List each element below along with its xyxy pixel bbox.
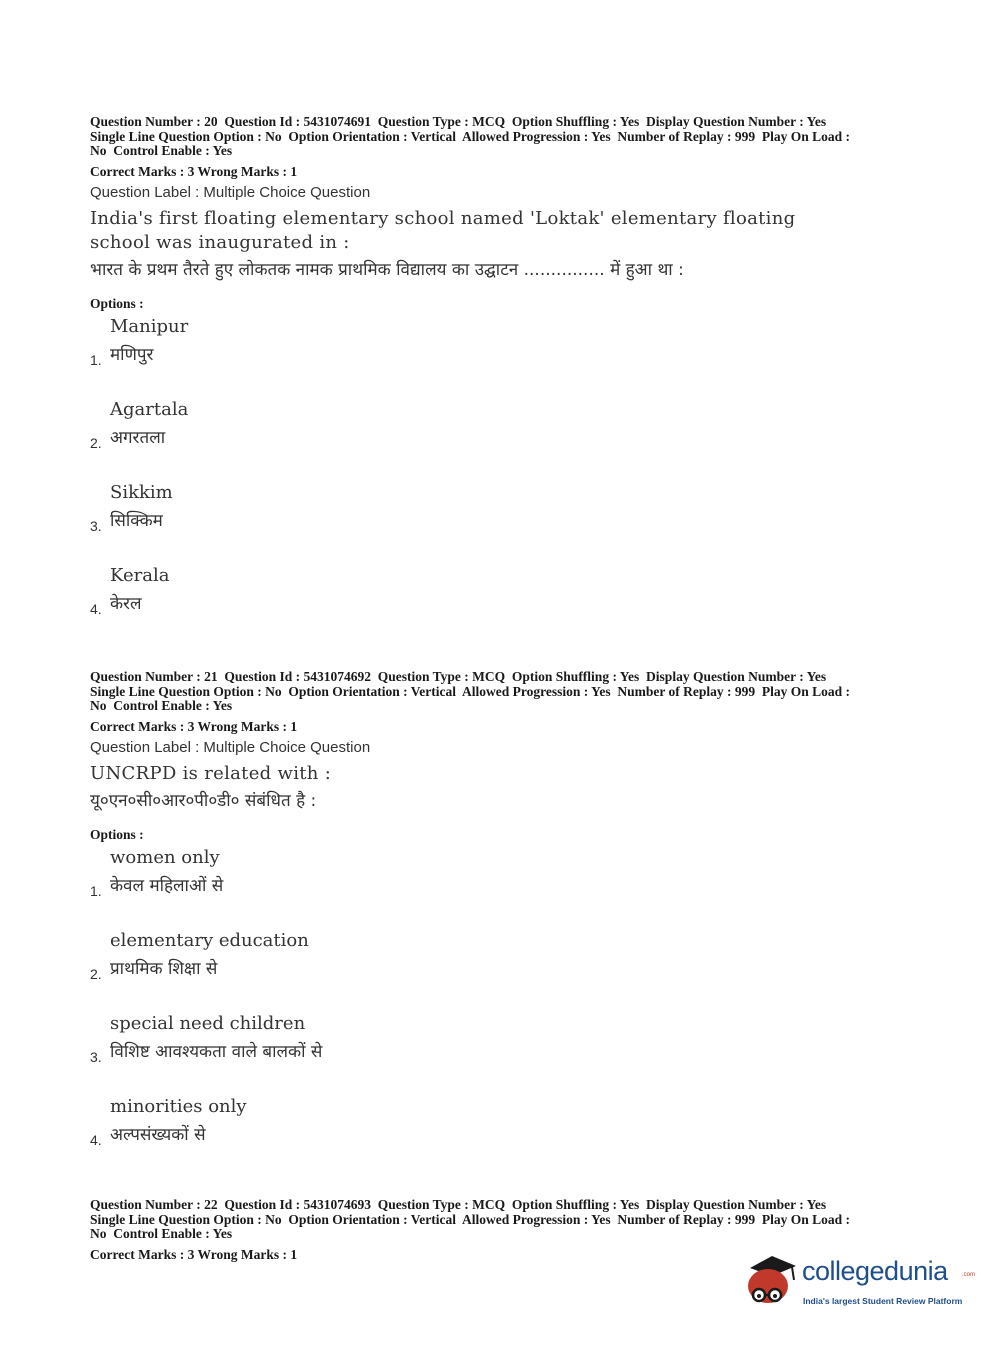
option-number: 2. [90,965,102,982]
question-meta-line: Question Number : 21 Question Id : 5431074692 Question Type : MCQ Option Shuffling : Yes Display Question Number : Yes [90,669,827,684]
question-text-line: UNCRPD is related with : [90,762,332,784]
option-2[interactable] [90,926,920,1009]
option-2[interactable] [90,395,920,478]
option-4[interactable] [90,1092,920,1175]
option-1[interactable] [90,843,920,926]
question-meta-line: Single Line Question Option : No Option Orientation : Vertical Allowed Progression : Yes Number of Replay : 999 Play On Load : [90,683,851,699]
option-text-hindi: सिक्किम [110,510,163,531]
option-number: 2. [90,434,102,451]
question-text-english [90,762,920,786]
option-text-hindi: केरल [110,593,142,614]
option-text-hindi: केवल महिलाओं से [110,875,224,896]
question-meta-line: Question Number : 22 Question Id : 5431074693 Question Type : MCQ Option Shuffling : Yes Display Question Number : Yes [90,1197,827,1212]
option-text-english: elementary education [110,929,309,951]
question-meta-line: Single Line Question Option : No Option Orientation : Vertical Allowed Progression : Yes Number of Replay : 999 Play On Load : [90,1211,851,1227]
question-meta-line: Question Number : 20 Question Id : 5431074691 Question Type : MCQ Option Shuffling : Yes Display Question Number : Yes [90,114,827,129]
option-text-english: special need children [110,1012,306,1034]
option-text-hindi: मणिपुर [110,344,154,365]
marks-info: Correct Marks : 3 Wrong Marks : 1 [90,1246,298,1262]
logo-domain-suffix: .com [962,1272,976,1278]
option-text-english: women only [110,846,220,868]
collegedunia-logo [742,1250,976,1312]
option-number: 1. [90,882,102,899]
option-text-hindi: विशिष्ट आवश्यकता वाले बालकों से [110,1041,323,1062]
option-1[interactable] [90,312,920,395]
options-heading: Options : [90,826,144,842]
options-heading: Options : [90,295,144,311]
question-block-20 [90,115,920,644]
question-meta-line: No Control Enable : Yes [90,143,233,158]
option-text-hindi: अल्पसंख्यकों से [110,1124,206,1145]
question-text-english [90,207,920,255]
question-label: Question Label : Multiple Choice Question [90,738,371,756]
option-number: 1. [90,351,102,368]
option-3[interactable] [90,1009,920,1092]
question-text-line: school was inaugurated in : [90,231,350,253]
option-number: 4. [90,600,102,617]
option-number: 3. [90,1048,102,1065]
option-number: 4. [90,1131,102,1148]
option-text-english: Sikkim [110,481,173,503]
option-text-english: Manipur [110,315,189,337]
mascot-icon [742,1250,800,1312]
question-label: Question Label : Multiple Choice Question [90,183,371,201]
option-text-english: Kerala [110,564,170,586]
logo-tagline: India's largest Student Review Platform [803,1296,963,1306]
logo-wordmark: collegedunia [802,1256,948,1286]
marks-info: Correct Marks : 3 Wrong Marks : 1 [90,163,298,179]
question-meta-line: Single Line Question Option : No Option Orientation : Vertical Allowed Progression : Yes Number of Replay : 999 Play On Load : [90,128,851,144]
option-4[interactable] [90,561,920,644]
option-text-english: minorities only [110,1095,247,1117]
option-number: 3. [90,517,102,534]
option-text-hindi: अगरतला [110,427,166,448]
question-text-line: India's first floating elementary school named 'Loktak' elementary floating [90,207,796,229]
marks-info: Correct Marks : 3 Wrong Marks : 1 [90,718,298,734]
question-meta-line: No Control Enable : Yes [90,1226,233,1241]
option-text-english: Agartala [110,398,189,420]
option-text-hindi: प्राथमिक शिक्षा से [110,958,218,979]
question-text-hindi: यू०एन०सी०आर०पी०डी० संबंधित है : [90,790,317,811]
question-meta-line: No Control Enable : Yes [90,698,233,713]
question-block-21 [90,670,920,1175]
question-text-hindi: भारत के प्रथम तैरते हुए लोकतक नामक प्राथमिक विद्यालय का उद्घाटन ............... में हुआ था : [90,259,684,280]
option-3[interactable] [90,478,920,561]
